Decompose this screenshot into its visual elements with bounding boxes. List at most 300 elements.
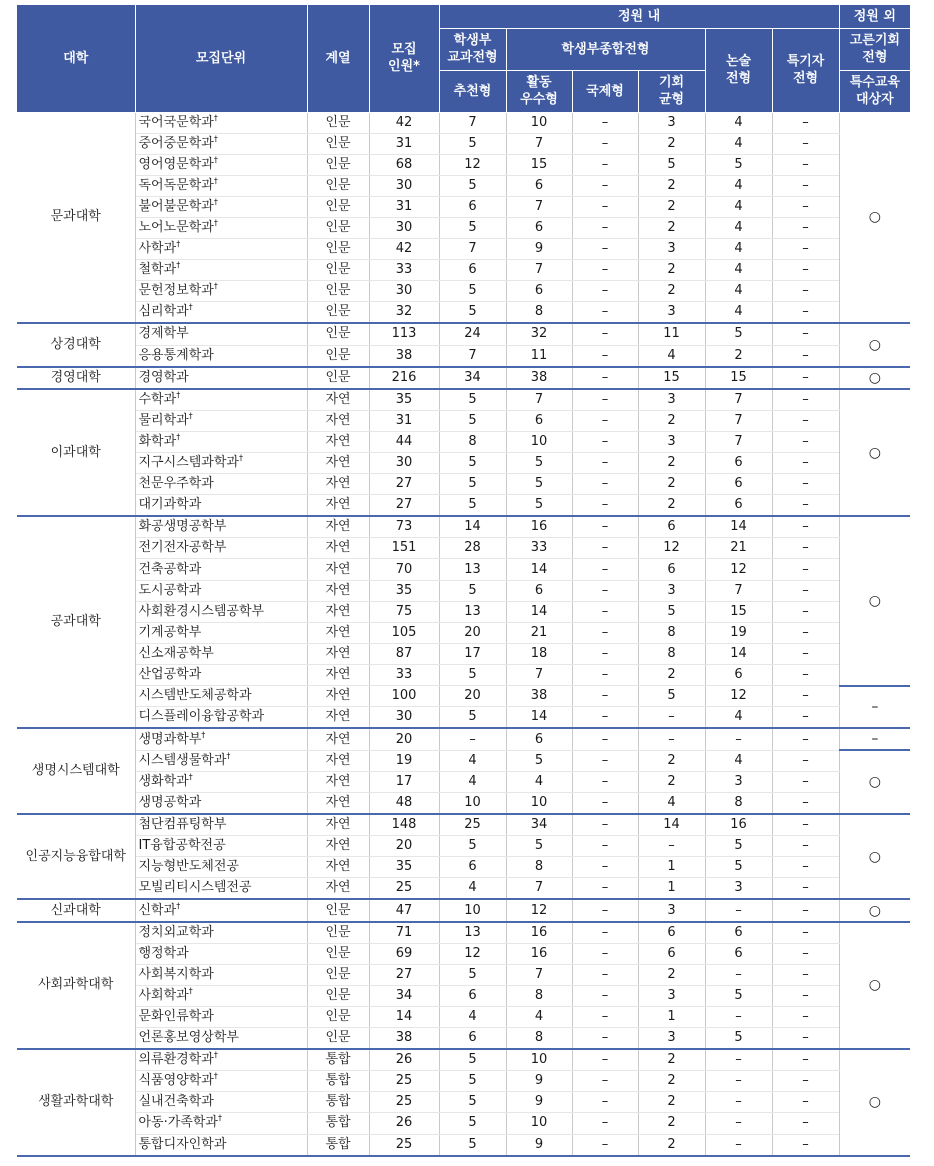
international-cell: – [572, 239, 638, 260]
special-talent-cell: – [772, 664, 839, 685]
table-row [17, 559, 910, 580]
track-cell: 인문 [307, 985, 369, 1006]
department-cell [135, 281, 307, 302]
essay-cell: 5 [705, 985, 772, 1006]
department-name: 경제학부 [138, 326, 189, 342]
special-talent-cell: – [772, 1049, 839, 1071]
recruits-cell: 30 [369, 453, 439, 474]
essay-cell: 6 [705, 664, 772, 685]
track-cell: 인문 [307, 302, 369, 324]
opportunity-balance-cell: 2 [638, 196, 705, 217]
table-row [17, 175, 910, 196]
activity-cell: 9 [506, 1092, 572, 1113]
department-name: 노어노문학과 [138, 220, 214, 236]
table-body [17, 112, 910, 1156]
department-name: 사회환경시스템공학부 [138, 603, 265, 619]
track-cell: 인문 [307, 154, 369, 175]
essay-cell: 2 [705, 345, 772, 367]
special-talent-cell: – [772, 538, 839, 559]
international-cell: – [572, 622, 638, 643]
track-cell: 자연 [307, 707, 369, 729]
opportunity-balance-cell: 2 [638, 664, 705, 685]
opportunity-balance-cell: 2 [638, 410, 705, 431]
recruits-cell: 35 [369, 389, 439, 411]
recruits-cell: 14 [369, 1006, 439, 1027]
table-row [17, 217, 910, 238]
track-cell: 자연 [307, 495, 369, 517]
opportunity-balance-cell: 2 [638, 133, 705, 154]
recruits-cell: 26 [369, 1049, 439, 1071]
department-cell [135, 899, 307, 921]
track-cell: 자연 [307, 836, 369, 857]
table-row [17, 857, 910, 878]
department-name: 건축공학과 [138, 561, 202, 577]
dagger-mark: † [188, 303, 193, 313]
header-outside-quota: 정원 외 [839, 5, 910, 28]
header-recruits: 모집 인원* [369, 5, 439, 112]
international-cell: – [572, 302, 638, 324]
track-cell: 자연 [307, 410, 369, 431]
international-cell: – [572, 196, 638, 217]
recommendation-cell: 6 [439, 196, 506, 217]
activity-cell: 16 [506, 943, 572, 964]
recommendation-cell: 13 [439, 601, 506, 622]
essay-cell: 4 [705, 239, 772, 260]
header-college: 대학 [17, 5, 135, 112]
activity-cell: 6 [506, 410, 572, 431]
department-cell [135, 538, 307, 559]
department-name: 철학과 [138, 262, 177, 278]
header-within-quota: 정원 내 [439, 5, 839, 28]
international-cell: – [572, 495, 638, 517]
special-talent-cell: – [772, 836, 839, 857]
essay-cell: – [705, 1049, 772, 1071]
department-name: 의류환경학과 [138, 1052, 214, 1068]
international-cell: – [572, 836, 638, 857]
recruits-cell: 71 [369, 922, 439, 944]
department-cell [135, 580, 307, 601]
special-talent-cell: – [772, 345, 839, 367]
recruits-cell: 113 [369, 323, 439, 345]
essay-cell: – [705, 899, 772, 921]
activity-cell: 8 [506, 302, 572, 324]
header-opportunity-balance: 기회 균형 [638, 70, 705, 112]
table-row [17, 686, 910, 707]
activity-cell: 16 [506, 516, 572, 538]
track-cell: 인문 [307, 133, 369, 154]
special-education-cell: ○ [839, 516, 910, 685]
special-education-cell: ○ [839, 814, 910, 899]
dagger-mark: † [213, 134, 218, 144]
track-cell: 자연 [307, 559, 369, 580]
opportunity-balance-cell: – [638, 728, 705, 750]
dagger-mark: † [188, 411, 193, 421]
table-row [17, 1028, 910, 1050]
recommendation-cell: 4 [439, 878, 506, 900]
department-cell [135, 133, 307, 154]
opportunity-balance-cell: 2 [638, 281, 705, 302]
recommendation-cell: 7 [439, 112, 506, 133]
activity-cell: 15 [506, 154, 572, 175]
department-name: 시스템생물학과 [138, 752, 227, 768]
department-cell [135, 1006, 307, 1027]
activity-cell: 10 [506, 431, 572, 452]
table-row [17, 345, 910, 367]
header-recommendation: 추천형 [439, 70, 506, 112]
track-cell: 자연 [307, 453, 369, 474]
opportunity-balance-cell: – [638, 836, 705, 857]
special-talent-cell: – [772, 453, 839, 474]
opportunity-balance-cell: 2 [638, 771, 705, 792]
special-talent-cell: – [772, 410, 839, 431]
recruits-cell: 33 [369, 260, 439, 281]
opportunity-balance-cell: 2 [638, 1092, 705, 1113]
track-cell: 인문 [307, 922, 369, 944]
essay-cell: 4 [705, 707, 772, 729]
table-row [17, 389, 910, 411]
track-cell: 자연 [307, 643, 369, 664]
table-row [17, 410, 910, 431]
essay-cell: 4 [705, 175, 772, 196]
dagger-mark: † [176, 260, 181, 270]
dagger-mark: † [176, 432, 181, 442]
essay-cell: 6 [705, 495, 772, 517]
track-cell: 자연 [307, 431, 369, 452]
recruits-cell: 30 [369, 281, 439, 302]
recruits-cell: 27 [369, 495, 439, 517]
track-cell: 자연 [307, 516, 369, 538]
recommendation-cell: 5 [439, 389, 506, 411]
table-row [17, 878, 910, 900]
department-name: 국어국문학과 [138, 114, 214, 130]
special-talent-cell: – [772, 323, 839, 345]
dagger-mark: † [176, 901, 181, 911]
recruits-cell: 31 [369, 410, 439, 431]
table-row [17, 1006, 910, 1027]
recruits-cell: 19 [369, 750, 439, 771]
international-cell: – [572, 664, 638, 685]
opportunity-balance-cell: 1 [638, 1006, 705, 1027]
opportunity-balance-cell: 2 [638, 1134, 705, 1156]
department-cell [135, 474, 307, 495]
recruits-cell: 48 [369, 793, 439, 815]
essay-cell: – [705, 1006, 772, 1027]
international-cell: – [572, 1049, 638, 1071]
recommendation-cell: 6 [439, 1028, 506, 1050]
recruits-cell: 216 [369, 367, 439, 389]
essay-cell: 4 [705, 260, 772, 281]
international-cell: – [572, 750, 638, 771]
opportunity-balance-cell: 11 [638, 323, 705, 345]
dagger-mark: † [176, 390, 181, 400]
recruits-cell: 75 [369, 601, 439, 622]
essay-cell: 7 [705, 389, 772, 411]
international-cell: – [572, 367, 638, 389]
international-cell: – [572, 814, 638, 836]
dagger-mark: † [213, 155, 218, 165]
special-talent-cell: – [772, 154, 839, 175]
recruits-cell: 17 [369, 771, 439, 792]
essay-cell: – [705, 1134, 772, 1156]
international-cell: – [572, 389, 638, 411]
dagger-mark: † [217, 1114, 222, 1124]
recruits-cell: 69 [369, 943, 439, 964]
department-name: 정치외교학과 [138, 924, 214, 940]
activity-cell: 7 [506, 878, 572, 900]
department-cell [135, 1049, 307, 1071]
opportunity-balance-cell: 2 [638, 260, 705, 281]
college-cell: 문과대학 [17, 112, 135, 323]
college-cell: 생활과학대학 [17, 1049, 135, 1155]
special-talent-cell: – [772, 1006, 839, 1027]
header-special-education: 특수교육 대상자 [839, 70, 910, 112]
essay-cell: 7 [705, 580, 772, 601]
opportunity-balance-cell: 3 [638, 580, 705, 601]
table-row [17, 323, 910, 345]
special-talent-cell: – [772, 260, 839, 281]
opportunity-balance-cell: 1 [638, 878, 705, 900]
recommendation-cell: 4 [439, 750, 506, 771]
activity-cell: 8 [506, 857, 572, 878]
opportunity-balance-cell: 5 [638, 154, 705, 175]
international-cell: – [572, 1006, 638, 1027]
special-education-cell: ○ [839, 112, 910, 323]
dagger-mark: † [213, 1071, 218, 1081]
opportunity-balance-cell: 6 [638, 922, 705, 944]
department-name: 생명공학과 [138, 795, 202, 811]
department-cell [135, 345, 307, 367]
special-talent-cell: – [772, 367, 839, 389]
essay-cell: 14 [705, 516, 772, 538]
activity-cell: 34 [506, 814, 572, 836]
department-name: 사학과 [138, 241, 177, 257]
recommendation-cell: 7 [439, 239, 506, 260]
recruits-cell: 35 [369, 857, 439, 878]
activity-cell: 7 [506, 133, 572, 154]
table-row [17, 1092, 910, 1113]
department-name: 지능형반도체전공 [138, 859, 239, 875]
essay-cell: 3 [705, 878, 772, 900]
recruits-cell: 35 [369, 580, 439, 601]
recruits-cell: 34 [369, 985, 439, 1006]
international-cell: – [572, 516, 638, 538]
recommendation-cell: 5 [439, 1071, 506, 1092]
special-talent-cell: – [772, 112, 839, 133]
department-name: 첨단컴퓨팅학부 [138, 817, 227, 833]
activity-cell: 7 [506, 260, 572, 281]
department-cell [135, 239, 307, 260]
recommendation-cell: – [439, 728, 506, 750]
opportunity-balance-cell: 2 [638, 474, 705, 495]
international-cell: – [572, 857, 638, 878]
department-name: 통합디자인학과 [138, 1136, 227, 1152]
opportunity-balance-cell: 5 [638, 686, 705, 707]
essay-cell: 6 [705, 943, 772, 964]
essay-cell: 7 [705, 410, 772, 431]
table-row [17, 943, 910, 964]
recommendation-cell: 12 [439, 154, 506, 175]
department-cell [135, 943, 307, 964]
activity-cell: 12 [506, 899, 572, 921]
recommendation-cell: 5 [439, 453, 506, 474]
special-talent-cell: – [772, 707, 839, 729]
recruits-cell: 31 [369, 196, 439, 217]
admissions-table [17, 5, 910, 1157]
activity-cell: 6 [506, 281, 572, 302]
special-talent-cell: – [772, 686, 839, 707]
department-name: 기계공학부 [138, 624, 202, 640]
department-name: 행정학과 [138, 945, 189, 961]
department-cell [135, 367, 307, 389]
essay-cell: 5 [705, 154, 772, 175]
opportunity-balance-cell: 6 [638, 943, 705, 964]
track-cell: 인문 [307, 175, 369, 196]
essay-cell: 21 [705, 538, 772, 559]
recruits-cell: 42 [369, 239, 439, 260]
opportunity-balance-cell: 6 [638, 516, 705, 538]
dagger-mark: † [201, 730, 206, 740]
department-cell [135, 857, 307, 878]
department-name: 산업공학과 [138, 666, 202, 682]
recommendation-cell: 5 [439, 1113, 506, 1134]
special-education-cell: ○ [839, 323, 910, 366]
essay-cell: – [705, 1092, 772, 1113]
opportunity-balance-cell: 3 [638, 985, 705, 1006]
recruits-cell: 42 [369, 112, 439, 133]
department-cell [135, 302, 307, 324]
department-name: 대기과학과 [138, 497, 202, 513]
special-talent-cell: – [772, 899, 839, 921]
essay-cell: 3 [705, 771, 772, 792]
opportunity-balance-cell: 8 [638, 643, 705, 664]
header-special-talent: 특기자 전형 [772, 28, 839, 112]
activity-cell: 9 [506, 1071, 572, 1092]
college-cell: 생명시스템대학 [17, 728, 135, 814]
department-cell [135, 260, 307, 281]
recruits-cell: 44 [369, 431, 439, 452]
department-cell [135, 750, 307, 771]
international-cell: – [572, 1134, 638, 1156]
international-cell: – [572, 112, 638, 133]
special-talent-cell: – [772, 389, 839, 411]
department-cell [135, 495, 307, 517]
activity-cell: 5 [506, 495, 572, 517]
international-cell: – [572, 1028, 638, 1050]
opportunity-balance-cell: 3 [638, 431, 705, 452]
essay-cell: 12 [705, 559, 772, 580]
department-cell [135, 1028, 307, 1050]
department-cell [135, 1134, 307, 1156]
recruits-cell: 100 [369, 686, 439, 707]
department-name: 실내건축학과 [138, 1094, 214, 1110]
recommendation-cell: 6 [439, 857, 506, 878]
essay-cell: 14 [705, 643, 772, 664]
recommendation-cell: 5 [439, 474, 506, 495]
college-cell: 신과대학 [17, 899, 135, 921]
recommendation-cell: 24 [439, 323, 506, 345]
table-row [17, 985, 910, 1006]
track-cell: 자연 [307, 601, 369, 622]
recruits-cell: 148 [369, 814, 439, 836]
essay-cell: 4 [705, 281, 772, 302]
recruits-cell: 25 [369, 1092, 439, 1113]
opportunity-balance-cell: 2 [638, 175, 705, 196]
department-cell [135, 453, 307, 474]
essay-cell: – [705, 1113, 772, 1134]
essay-cell: 15 [705, 601, 772, 622]
department-cell [135, 112, 307, 133]
recruits-cell: 47 [369, 899, 439, 921]
table-row [17, 431, 910, 452]
header-essay: 논술 전형 [705, 28, 772, 112]
header-activity: 활동 우수형 [506, 70, 572, 112]
international-cell: – [572, 878, 638, 900]
essay-cell: 5 [705, 323, 772, 345]
activity-cell: 7 [506, 964, 572, 985]
opportunity-balance-cell: 2 [638, 495, 705, 517]
department-name: 지구시스템과학과 [138, 455, 239, 471]
activity-cell: 6 [506, 728, 572, 750]
recruits-cell: 70 [369, 559, 439, 580]
essay-cell: – [705, 964, 772, 985]
recommendation-cell: 5 [439, 217, 506, 238]
international-cell: – [572, 345, 638, 367]
department-name: 심리학과 [138, 304, 189, 320]
recruits-cell: 20 [369, 728, 439, 750]
special-talent-cell: – [772, 750, 839, 771]
recommendation-cell: 13 [439, 922, 506, 944]
table-row [17, 474, 910, 495]
activity-cell: 4 [506, 1006, 572, 1027]
recommendation-cell: 6 [439, 260, 506, 281]
recommendation-cell: 5 [439, 707, 506, 729]
activity-cell: 14 [506, 707, 572, 729]
essay-cell: 5 [705, 857, 772, 878]
header-track: 계열 [307, 5, 369, 112]
track-cell: 인문 [307, 1028, 369, 1050]
recommendation-cell: 5 [439, 664, 506, 685]
table-row [17, 154, 910, 175]
special-education-cell: – [839, 686, 910, 729]
special-education-cell: ○ [839, 1049, 910, 1155]
international-cell: – [572, 453, 638, 474]
track-cell: 인문 [307, 112, 369, 133]
opportunity-balance-cell: 2 [638, 217, 705, 238]
header-department: 모집단위 [135, 5, 307, 112]
activity-cell: 5 [506, 474, 572, 495]
special-education-cell: ○ [839, 367, 910, 389]
department-name: 사회복지학과 [138, 966, 214, 982]
track-cell: 자연 [307, 750, 369, 771]
activity-cell: 10 [506, 1113, 572, 1134]
special-talent-cell: – [772, 728, 839, 750]
track-cell: 인문 [307, 1006, 369, 1027]
essay-cell: 4 [705, 217, 772, 238]
special-talent-cell: – [772, 857, 839, 878]
department-name: 사회학과 [138, 987, 189, 1003]
special-talent-cell: – [772, 601, 839, 622]
dagger-mark: † [213, 113, 218, 123]
table-row [17, 814, 910, 836]
recommendation-cell: 5 [439, 410, 506, 431]
track-cell: 자연 [307, 857, 369, 878]
special-education-cell: ○ [839, 922, 910, 1050]
international-cell: – [572, 964, 638, 985]
special-talent-cell: – [772, 1092, 839, 1113]
international-cell: – [572, 474, 638, 495]
activity-cell: 10 [506, 112, 572, 133]
track-cell: 인문 [307, 367, 369, 389]
